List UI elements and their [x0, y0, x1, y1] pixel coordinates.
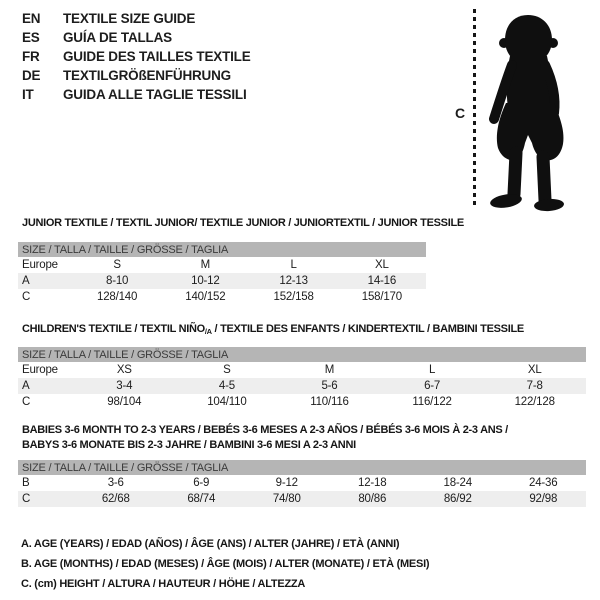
row-label: Europe [22, 364, 58, 376]
table-cell: XL [527, 364, 542, 376]
row-label: Europe [22, 259, 58, 271]
language-code: EN [22, 11, 41, 26]
children-table-title [18, 322, 586, 339]
size-header-bar: SIZE / TALLA / TAILLE / GRÖSSE / TAGLIA [18, 347, 586, 362]
toddler-silhouette-image [479, 8, 571, 212]
table-cell: 3-4 [116, 380, 133, 392]
table-cell: 4-5 [218, 380, 235, 392]
junior-table-title: JUNIOR TEXTILE / TEXTIL JUNIOR/ TEXTILE JUNIOR / JUNIORTEXTIL / JUNIOR TESSILE [22, 217, 464, 229]
language-label: GUIDE DES TAILLES TEXTILE [63, 49, 251, 64]
table-cell: 74/80 [272, 493, 301, 505]
table-cell: XS [116, 364, 132, 376]
table-cell: 62/68 [101, 493, 130, 505]
table-row [18, 378, 586, 394]
table-cell: 12-18 [358, 477, 387, 489]
table-cell: 18-24 [443, 477, 472, 489]
height-measure-label: C [455, 105, 466, 121]
language-code: DE [22, 68, 41, 83]
row-label: C [22, 291, 31, 303]
title-subscript: /A [204, 327, 212, 336]
row-label: C [22, 396, 31, 408]
table-cell: 86/92 [443, 493, 472, 505]
table-cell: 68/74 [187, 493, 216, 505]
table-row [18, 289, 426, 305]
children-section [18, 322, 586, 410]
table-cell: 10-12 [191, 275, 220, 287]
table-cell: 152/158 [273, 291, 314, 303]
table-row [18, 491, 586, 507]
language-row-it [22, 85, 251, 104]
table-row [18, 242, 426, 257]
table-cell: 98/104 [107, 396, 142, 408]
table-cell: M [324, 364, 335, 376]
table-cell: L [290, 259, 297, 271]
footnotes [21, 534, 429, 594]
language-label: TEXTILE SIZE GUIDE [63, 11, 196, 26]
language-legend [22, 9, 251, 104]
table-row [18, 273, 426, 289]
table-row [18, 394, 586, 410]
junior-table [18, 242, 426, 305]
table-cell: 14-16 [367, 275, 397, 287]
table-cell: 6-7 [424, 380, 441, 392]
size-header-bar: SIZE / TALLA / TAILLE / GRÖSSE / TAGLIA [18, 460, 586, 475]
table-cell: 110/116 [310, 396, 349, 408]
babies-table-title-line1: BABIES 3-6 MONTH TO 2-3 YEARS / BEBÉS 3-6 MESES A 2-3 AÑOS / BÉBÉS 3-6 MOIS À 2-3 ANS / [22, 424, 508, 436]
table-row [18, 460, 586, 475]
table-cell: 140/152 [185, 291, 226, 303]
language-row-fr [22, 47, 251, 66]
height-dotted-line [473, 9, 476, 208]
table-cell: 5-6 [321, 380, 338, 392]
table-cell: 3-6 [107, 477, 124, 489]
language-code: IT [22, 87, 34, 102]
language-row-de [22, 66, 251, 85]
table-cell: S [223, 364, 231, 376]
table-cell: L [428, 364, 436, 376]
babies-section [18, 423, 586, 507]
table-cell: 80/86 [358, 493, 387, 505]
row-label: B [22, 477, 30, 489]
table-cell: S [113, 259, 121, 271]
table-cell: 7-8 [526, 380, 543, 392]
table-row [18, 257, 426, 273]
language-code: ES [22, 30, 40, 45]
footnote-c: C. (cm) HEIGHT / ALTURA / HAUTEUR / HÖHE / ALTEZZA [21, 578, 306, 590]
footnote-a: A. AGE (YEARS) / EDAD (AÑOS) / ÂGE (ANS) / ALTER (JAHRE) / ETÀ (ANNI) [21, 538, 400, 550]
table-cell: 122/128 [514, 396, 555, 408]
table-cell: 8-10 [106, 275, 129, 287]
table-cell: M [200, 259, 211, 271]
table-cell: 24-36 [529, 477, 558, 489]
junior-section [18, 216, 464, 305]
table-row [18, 347, 586, 362]
title-text: / TEXTILE DES ENFANTS / KINDERTEXTIL / BAMBINI TESSILE [211, 323, 524, 335]
row-label: A [22, 380, 30, 392]
table-cell: 6-9 [193, 477, 210, 489]
row-label: A [22, 275, 30, 287]
title-text: CHILDREN'S TEXTILE / TEXTIL NIÑO [22, 323, 205, 335]
table-cell: 158/170 [361, 291, 402, 303]
table-cell: XL [375, 259, 389, 271]
row-label: C [22, 493, 31, 505]
language-label: GUIDA ALLE TAGLIE TESSILI [63, 87, 247, 102]
table-cell: 92/98 [529, 493, 558, 505]
language-row-es [22, 28, 251, 47]
table-cell: 9-12 [275, 477, 298, 489]
size-header-bar: SIZE / TALLA / TAILLE / GRÖSSE / TAGLIA [18, 242, 426, 257]
babies-table [18, 460, 586, 507]
table-cell: 12-13 [279, 275, 308, 287]
children-table [18, 347, 586, 410]
table-cell: 128/140 [97, 291, 138, 303]
language-code: FR [22, 49, 40, 64]
table-row [18, 475, 586, 491]
table-row [18, 362, 586, 378]
language-row-en [22, 9, 251, 28]
language-label: GUÍA DE TALLAS [63, 30, 172, 45]
language-label: TEXTILGRÖßENFÜHRUNG [63, 68, 231, 83]
babies-table-title-line2: BABYS 3-6 MONATE BIS 2-3 JAHRE / BAMBINI 3-6 MESI A 2-3 ANNI [22, 439, 356, 451]
table-cell: 104/110 [207, 396, 247, 408]
table-cell: 116/122 [412, 396, 452, 408]
footnote-b: B. AGE (MONTHS) / EDAD (MESES) / ÂGE (MOIS) / ALTER (MONATE) / ETÀ (MESI) [21, 558, 430, 570]
